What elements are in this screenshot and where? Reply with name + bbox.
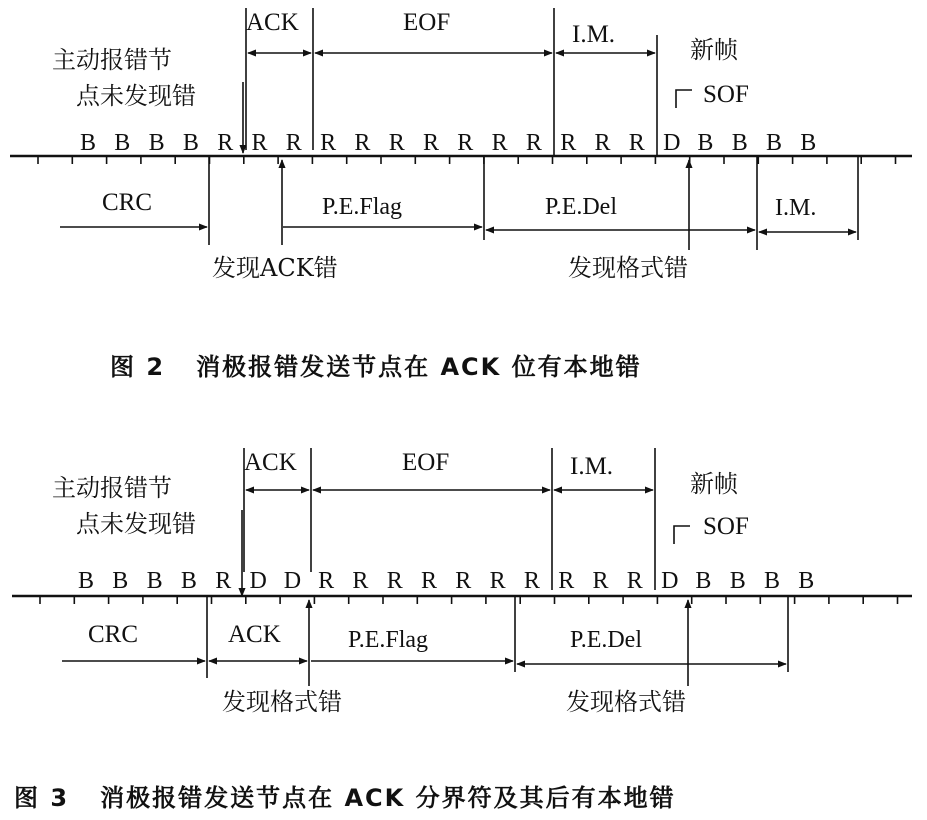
- figure3-bit: R: [558, 568, 575, 594]
- figure3-bit: R: [352, 568, 369, 594]
- figure2-bit: R: [388, 130, 405, 156]
- figure2-bit: D: [663, 130, 681, 156]
- fig3-caption: 图 3 消极报错发送节点在 ACK 分界符及其后有本地错: [14, 784, 676, 812]
- figure2-bit: B: [800, 130, 817, 156]
- figure2-bit: B: [731, 130, 748, 156]
- figure3-bit: B: [180, 568, 197, 594]
- fig3-bit-sequence: [78, 568, 814, 594]
- figure3-bit: R: [215, 568, 232, 594]
- fig3-im-label: I.M.: [570, 453, 614, 480]
- fig3-pe-del-label: P.E.Del: [570, 627, 642, 653]
- figure3-bit: B: [112, 568, 129, 594]
- figure2-bit: R: [457, 130, 474, 156]
- figure3-bit: D: [283, 568, 302, 594]
- figure2-bit: R: [251, 130, 268, 156]
- fig2-caption: 图 2 消极报错发送节点在 ACK 位有本地错: [110, 353, 642, 381]
- fig3-format-error-label-2: 发现格式错: [566, 688, 686, 716]
- fig2-pe-flag-label: P.E.Flag: [322, 194, 403, 220]
- fig2-new-frame-label: 新帧: [690, 36, 738, 64]
- fig3-active-node-line2: 点未发现错: [76, 510, 196, 538]
- figure3-bit: R: [318, 568, 335, 594]
- fig3-crc-label: CRC: [88, 621, 139, 648]
- fig3-new-frame-label: 新帧: [690, 470, 738, 498]
- figure2-bit: B: [766, 130, 783, 156]
- fig2-ack-error-label: 发现ACK错: [212, 254, 338, 282]
- fig3-format-error-label-1: 发现格式错: [222, 688, 342, 716]
- fig2-ack-label: ACK: [246, 9, 299, 36]
- figure2-bit: R: [525, 130, 542, 156]
- figure3-bit: R: [592, 568, 609, 594]
- figure3-bit: R: [489, 568, 506, 594]
- fig2-im-bottom-label: I.M.: [775, 195, 817, 221]
- figure3-bit: B: [78, 568, 95, 594]
- figure3-bit: D: [249, 568, 267, 594]
- figure3-bit: R: [455, 568, 472, 594]
- figure2-bit: R: [628, 130, 645, 156]
- fig2-sof-bracket: [676, 90, 692, 108]
- figure3-bit: B: [729, 568, 746, 594]
- figure3-bit: R: [626, 568, 643, 594]
- fig3-ack-label: ACK: [244, 449, 297, 476]
- figure2-bit: B: [148, 130, 165, 156]
- fig3-sof-bracket: [674, 526, 690, 544]
- figure2-bit: R: [217, 130, 234, 156]
- fig2-format-error-label: 发现格式错: [568, 254, 688, 282]
- figure3-bit: B: [146, 568, 163, 594]
- fig3-eof-label: EOF: [402, 449, 450, 476]
- figure3-bit: D: [661, 568, 679, 594]
- fig3-active-node-line1: 主动报错节: [52, 474, 172, 502]
- fig2-crc-label: CRC: [102, 189, 153, 216]
- figure-2: [10, 8, 912, 381]
- figure2-bit: R: [320, 130, 337, 156]
- fig2-eof-label: EOF: [403, 9, 451, 36]
- figure-3: [12, 448, 912, 812]
- figure2-bit: R: [560, 130, 577, 156]
- figure2-bit: B: [182, 130, 199, 156]
- figure2-bit: R: [354, 130, 371, 156]
- figure2-bit: B: [697, 130, 714, 156]
- figure2-bit: R: [285, 130, 302, 156]
- figure2-bit: R: [594, 130, 611, 156]
- fig2-bit-sequence: [80, 130, 816, 156]
- fig3-ack-bottom-label: ACK: [228, 621, 281, 648]
- figure2-bit: B: [80, 130, 97, 156]
- figure3-bit: B: [695, 568, 712, 594]
- fig3-pe-flag-label: P.E.Flag: [348, 627, 429, 653]
- figure2-bit: R: [491, 130, 508, 156]
- fig2-active-node-line1: 主动报错节: [52, 46, 172, 74]
- figure2-bit: B: [114, 130, 131, 156]
- figure2-bit: R: [423, 130, 440, 156]
- figure3-bit: R: [523, 568, 540, 594]
- figure3-bit: R: [421, 568, 438, 594]
- fig2-sof-label: SOF: [703, 81, 749, 108]
- figure3-bit: B: [764, 568, 781, 594]
- fig2-active-node-line2: 点未发现错: [76, 82, 196, 110]
- fig2-pe-del-label: P.E.Del: [545, 194, 617, 220]
- fig3-sof-label: SOF: [703, 513, 749, 540]
- figure3-bit: B: [798, 568, 815, 594]
- figure3-bit: R: [386, 568, 403, 594]
- fig2-im-label: I.M.: [572, 21, 616, 48]
